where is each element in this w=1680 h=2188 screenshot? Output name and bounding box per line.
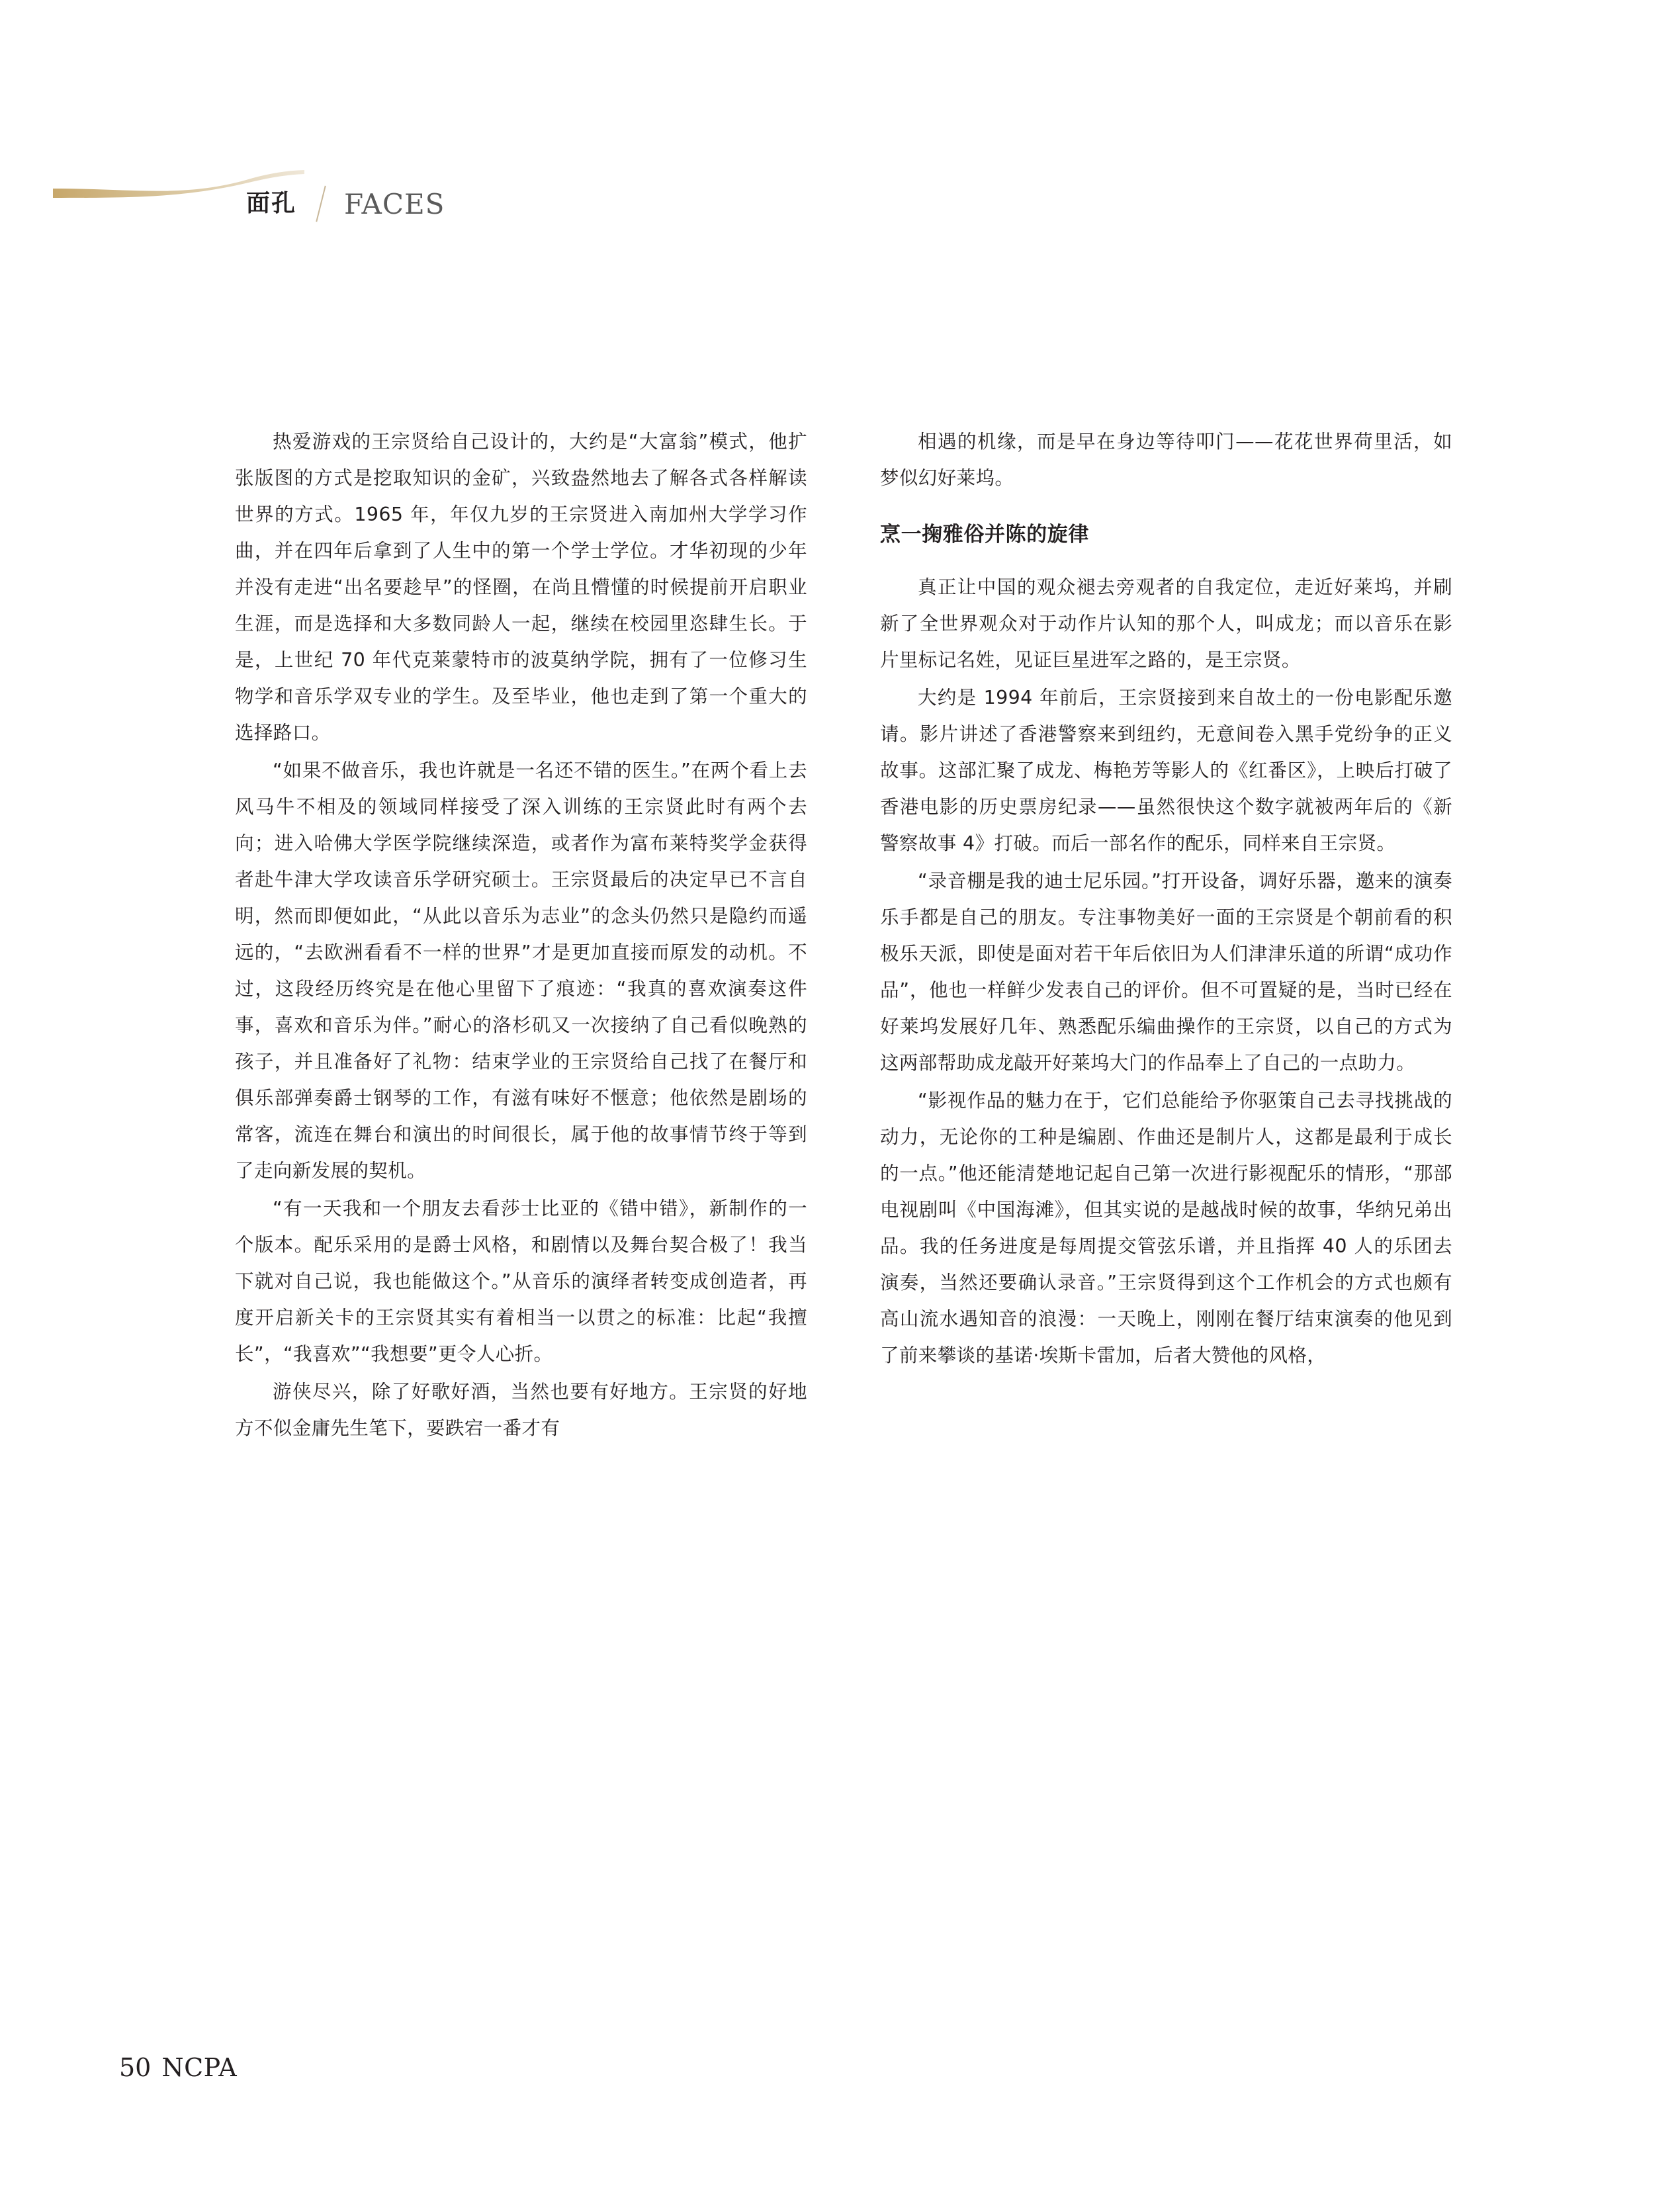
page-footer bbox=[119, 2053, 237, 2082]
paragraph: “影视作品的魅力在于，它们总能给予你驱策自己去寻找挑战的动力，无论你的工种是编剧、作曲还是制片人，这都是最利于成长的一点。”他还能清楚地记起自己第一次进行影视配乐的情形，“那部电视剧叫《中国海滩》，但其实说的是越战时候的故事，华纳兄弟出品。我的任务进度是每周提交管弦乐谱，并且指挥 40 人的乐团去演奏，当然还要确认录音。”王宗贤得到这个工作机会的方式也颇有高山流水遇知音的浪漫：一天晚上，刚刚在餐厅结束演奏的他见到了前来攀谈的基诺·埃斯卡雷加，后者大赞他的风格， bbox=[880, 1090, 1452, 1366]
paragraph: 大约是 1994 年前后，王宗贤接到来自故土的一份电影配乐邀请。影片讲述了香港警察来到纽约，无意间卷入黑手党纷争的正义故事。这部汇聚了成龙、梅艳芳等影人的《红番区》，上映后打破了香港电影的历史票房纪录——虽然很快这个数字就被两年后的《新警察故事 4》打破。而后一部名作的配乐，同样来自王宗贤。 bbox=[880, 687, 1452, 854]
paragraph: “有一天我和一个朋友去看莎士比亚的《错中错》，新制作的一个版本。配乐采用的是爵士风格，和剧情以及舞台契合极了！我当下就对自己说，我也能做这个。”从音乐的演绎者转变成创造者，再度开启新关卡的王宗贤其实有着相当一以贯之的标准：比起“我擅长”，“我喜欢”“我想要”更令人心折。 bbox=[235, 1198, 807, 1365]
section-heading: 烹一掬雅俗并陈的旋律 bbox=[880, 523, 1089, 547]
left-column bbox=[235, 423, 807, 1448]
paragraph: “录音棚是我的迪士尼乐园。”打开设备，调好乐器，邀来的演奏乐手都是自己的朋友。专注事物美好一面的王宗贤是个朝前看的积极乐天派，即使是面对若干年后依旧为人们津津乐道的所谓“成功作品”，他也一样鲜少发表自己的评价。但不可置疑的是，当时已经在好莱坞发展好几年、熟悉配乐编曲操作的王宗贤，以自己的方式为这两部帮助成龙敲开好莱坞大门的作品奉上了自己的一点助力。 bbox=[880, 870, 1452, 1074]
paragraph: 游侠尽兴，除了好歌好酒，当然也要有好地方。王宗贤的好地方不似金庸先生笔下，要跌宕一番才有 bbox=[235, 1381, 807, 1439]
header-divider bbox=[316, 186, 326, 222]
paragraph: 热爱游戏的王宗贤给自己设计的，大约是“大富翁”模式，他扩张版图的方式是挖取知识的金矿，兴致盎然地去了解各式各样解读世界的方式。1965 年，年仅九岁的王宗贤进入南加州大学学习作曲，并在四年后拿到了人生中的第一个学士学位。才华初现的少年并没有走进“出名要趁早”的怪圈，在尚且懵懂的时候提前开启职业生涯，而是选择和大多数同龄人一起，继续在校园里恣肆生长。于是，上世纪 70 年代克莱蒙特市的波莫纳学院，拥有了一位修习生物学和音乐学双专业的学生。及至毕业，他也走到了第一个重大的选择路口。 bbox=[235, 431, 807, 744]
paragraph: 真正让中国的观众褪去旁观者的自我定位，走近好莱坞，并刷新了全世界观众对于动作片认知的那个人，叫成龙；而以音乐在影片里标记名姓，见证巨星进军之路的，是王宗贤。 bbox=[880, 576, 1452, 671]
publication-brand: NCPA bbox=[161, 2053, 238, 2082]
page-number: 50 bbox=[119, 2053, 152, 2082]
paragraph-continued: 相遇的机缘，而是早在身边等待叩门——花花世界荷里活，如梦似幻好莱坞。 bbox=[880, 431, 1452, 489]
section-label-cn: 面孔 bbox=[246, 190, 297, 217]
section-label-en: FACES bbox=[344, 188, 445, 220]
paragraph: “如果不做音乐，我也许就是一名还不错的医生。”在两个看上去风马牛不相及的领域同样接受了深入训练的王宗贤此时有两个去向；进入哈佛大学医学院继续深造，或者作为富布莱特奖学金获得者赴牛津大学攻读音乐学研究硕士。王宗贤最后的决定早已不言自明，然而即便如此，“从此以音乐为志业”的念头仍然只是隐约而遥远的，“去欧洲看看不一样的世界”才是更加直接而原发的动机。不过，这段经历终究是在他心里留下了痕迹：“我真的喜欢演奏这件事，喜欢和音乐为伴。”耐心的洛杉矶又一次接纳了自己看似晚熟的孩子，并且准备好了礼物：结束学业的王宗贤给自己找了在餐厅和俱乐部弹奏爵士钢琴的工作，有滋有味好不惬意；他依然是剧场的常客，流连在舞台和演出的时间很长，属于他的故事情节终于等到了走向新发展的契机。 bbox=[235, 760, 807, 1182]
right-column bbox=[880, 423, 1452, 1448]
article-body bbox=[235, 423, 1456, 1448]
spacer bbox=[880, 498, 1452, 517]
page-header bbox=[0, 79, 1680, 220]
